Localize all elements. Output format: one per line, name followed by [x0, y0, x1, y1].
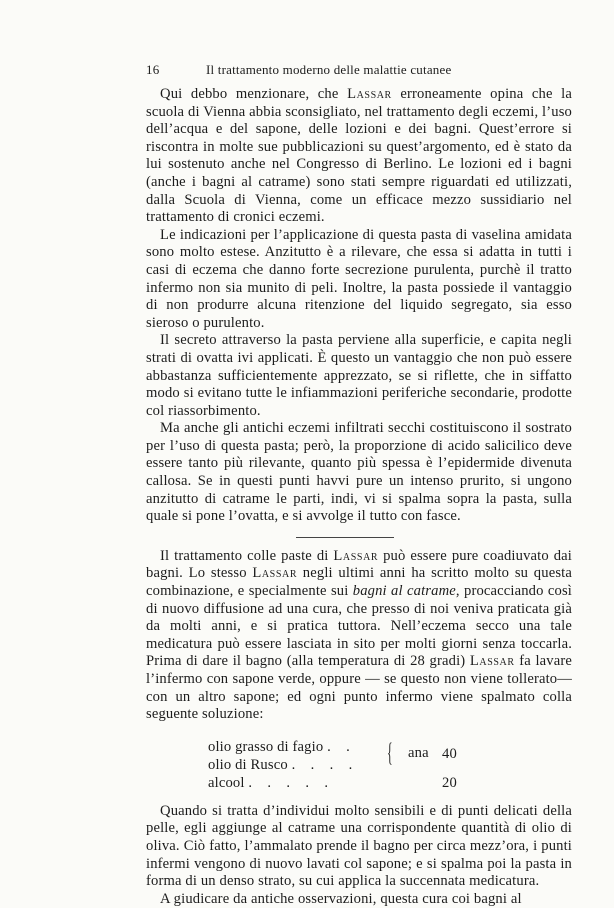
leader-dots: . . . . . [244, 774, 329, 791]
text-run: erroneamente opina che la scuola di Vienna abbia sconsigliato, nel trattamento degli eczemi, l’uso dell’acqua e del sapone, delle lozioni e dei bagni. Quest’errore si riscontra in molte sue pubblicazioni su quest’argomento, ed è stato da lui sostenuto anche nel Congresso di Berlino. Le lozioni ed i bagni (anche i bagni al catrame) sono stati sempre riguardati ed utilizzati, dalla Scuola di Vienna, come un efficace mezzo sussidiario nel trattamento di cronici eczemi. [146, 86, 573, 226]
author-name: Lassar [252, 565, 298, 582]
page-number: 16 [146, 62, 160, 77]
leader-dots: . . [323, 738, 350, 755]
text-run: Qui debbo menzionare, che [160, 86, 348, 102]
paragraph [146, 86, 572, 227]
text-run: può essere pure coadiuvato dai bagni. Lo stesso [146, 547, 572, 582]
formula-row [208, 774, 328, 792]
author-name: Lassar [333, 547, 379, 564]
prescription-formula [146, 736, 572, 794]
running-title: Il trattamento moderno delle malattie cutanee [206, 62, 452, 77]
ingredient-amount: 20 [442, 774, 457, 791]
emphasis-text: bagni al catrame [352, 583, 456, 600]
ingredient-name: alcool [208, 774, 245, 791]
paragraph: Il secreto attraverso la pasta perviene alla superficie, e capita negli strati di ovatta ivi applicati. È questo un vantaggio che non può essere abbastanza sufficientemente apprezzato, se si riflette, che in siffatto modo si evitano tutte le infiammazioni periferiche secondarie, prodotte col riassorbimento. [146, 332, 572, 419]
page-body [146, 86, 572, 908]
formula-row [208, 738, 350, 756]
curly-brace: { [387, 737, 393, 767]
paragraph: Le indicazioni per l’applicazione di questa pasta di vaselina amidata sono molto estese. Anzitutto è a rilevare, che essa si adatta in tutti i casi di eczema che danno forte secrezione purulenta, purchè il tratto infermo non sia munito di peli. Inoltre, la pasta possiede il vantaggio di non produrre alcuna ritenzione del liquido segregato, sia esso sieroso o purulento. [146, 226, 572, 331]
section-divider [296, 537, 394, 538]
paragraph: A giudicare da antiche osservazioni, questa cura coi bagni al [160, 890, 522, 907]
text-run: fa lavare l’infermo con sapone verde, oppure — se questo non viene tollerato—con un altro sapone; ed ogni punto infermo viene spalmato colla seguente soluzione: [146, 653, 572, 723]
paragraph: Quando si tratta d’individui molto sensibili e di punti delicati della pelle, egli aggiunge al catrame una corrispondente quantità di olio di oliva. Ciò fatto, l’ammalato prende il bagno per circa mezz’ora, i punti infermi vengono di nuovo lavati col sapone; e si spalma poi la pasta in forma di un denso strato, su cui applica la succennata medicatura. [146, 802, 572, 890]
author-name: Lassar [347, 86, 392, 102]
brace-amount: 40 [442, 745, 457, 762]
formula-row [208, 756, 352, 774]
ingredient-name: olio grasso di fagio [208, 738, 324, 755]
leader-dots: . . . . [287, 756, 353, 773]
paragraph: Ma anche gli antichi eczemi infiltrati secchi costituiscono il sostrato per l’uso di questa pasta; però, la proporzione di acido salicilico deve essere tanto più rilevante, quanto più spessa è l’epidermide divenuta callosa. Se in questi punti havvi pure un intenso prurito, si ungono anzitutto di catrame le parti, indi, vi si spalma sopra la pasta, sulla quale si pone l’ovatta, e si avvolge il tutto con fasce. [146, 420, 572, 525]
page-header [146, 62, 571, 82]
ingredient-name: olio di Rusco [208, 756, 288, 773]
text-run: Il trattamento colle paste di [160, 547, 334, 564]
text-run: , procacciando così di nuovo diffusione ad una cura, che presso di noi veniva praticata già da molti anni, e si pratica tuttora. Nell’eczema secco una tale medicatura può essere lasciata in sito per molti giorni senza toccarla. Prima di dare il bagno (alla temperatura di 28 gradi) [146, 583, 572, 670]
paragraph [146, 548, 572, 724]
text-run: negli ultimi anni ha scritto molto su questa combinazione, e specialmente sui [146, 565, 572, 600]
brace-label: ana [408, 744, 429, 761]
author-name: Lassar [469, 653, 515, 670]
